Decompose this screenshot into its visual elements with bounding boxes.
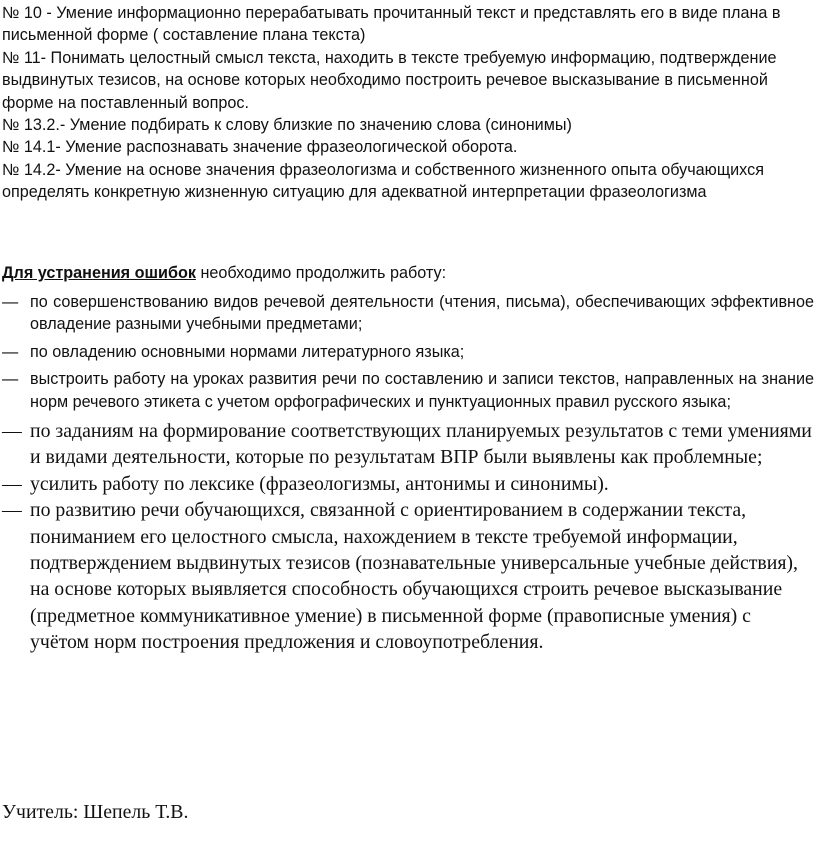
dash-marker: — [2, 342, 19, 361]
list-item-text: по развитию речи обучающихся, связанной с ориентированием в содержании текста, пониманием его целостного смысла, нахождением в тексте требуемой информации, подтверждением выдвинутых тезисов (познавательные универсальные учебные действия), на основе которых выявляется способность обучающихся строить речевое высказывание (предметное коммуникативное умение) в письменной форме (правописные умения) с учётом норм построения предложения и словоупотребления. [30, 499, 798, 654]
skill-item: № 14.1- Умение распознавать значение фразеологической оборота. [2, 138, 518, 157]
dash-marker: — [2, 370, 19, 389]
list-item [2, 368, 814, 413]
dash-marker: — [2, 499, 22, 522]
skill-item: № 10 - Умение информационно перерабатывать прочитанный текст и представлять его в виде плана в письменной форме ( составление плана текста) [2, 4, 781, 45]
heading-bold: Для устранения ошибок [2, 264, 196, 282]
list-item [2, 418, 814, 471]
skills-list [2, 2, 812, 204]
dash-marker: — [2, 293, 19, 311]
list-item [2, 341, 814, 363]
list-item [2, 471, 814, 497]
dash-marker: — [2, 472, 22, 495]
skill-item: № 11- Понимать целостный смысл текста, находить в тексте требуемую информацию, подтверждение выдвинутых тезисов, на основе которых необходимо построить речевое высказывание в письменной форме на поставленный вопрос. [2, 48, 777, 112]
list-item-text: по заданиям на формирование соответствующих планируемых результатов с теми умениями и видами деятельности, которые по результатам ВПР были выявлены как проблемные; [30, 420, 812, 469]
list-item-text: по овладению основными нормами литературного языка; [30, 342, 465, 361]
section-heading [2, 262, 812, 284]
dash-marker: — [2, 420, 22, 443]
teacher-signature: Учитель: Шепель Т.В. [2, 801, 189, 823]
action-list [2, 291, 814, 656]
heading-rest: необходимо продолжить работу: [195, 264, 447, 282]
list-item-text: по совершенствованию видов речевой деятельности (чтения, письма), обеспечивающих эффективное овладение разными учебными предметами; [30, 293, 814, 334]
skill-item: № 14.2- Умение на основе значения фразеологизма и собственного жизненного опыта обучающихся определять конкретную жизненную ситуацию для адекватной интерпретации фразеологизма [2, 160, 764, 202]
list-item-text: выстроить работу на уроках развития речи по составлению и записи текстов, направленных на знание норм речевого этикета с учетом орфографических и пунктуационных правил русского языка; [30, 370, 814, 411]
skill-item: № 13.2.- Умение подбирать к слову близкие по значению слова (синонимы) [2, 116, 572, 135]
list-item [2, 497, 814, 655]
list-item [2, 291, 814, 336]
list-item-text: усилить работу по лексике (фразеологизмы, антонимы и синонимы). [30, 472, 609, 495]
